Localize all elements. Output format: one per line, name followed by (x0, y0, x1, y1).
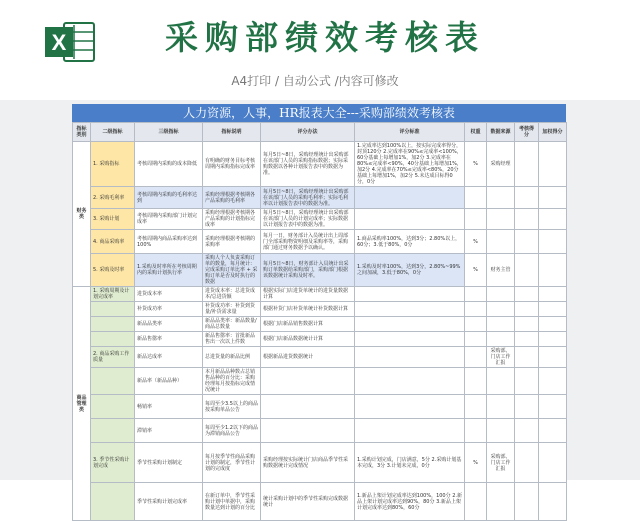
secondary-indicator-cell: 4. 商品采购率 (91, 230, 135, 254)
scoring-standard-cell: 1.完成率达到100%以上，按实际完成率得分，封顶120分 2.完成率在90%≤完成率<100%，60分基础上每增加1%，加2分 3.完成率在80%≤完成率<90%，40分基础上每增加1%，加2分 4.完成率在70%≤完成率<80%，20分基础上每增加1%，加2分 5.未达成目标得0分，0分 (355, 142, 465, 187)
tertiary-indicator-cell: 进货成本率 (135, 287, 203, 302)
table-row (73, 395, 567, 419)
scoring-method-cell: 根据补货门店补货单统计补货数据计算 (261, 302, 355, 317)
indicator-description-cell: 补货成功率：补货到货量/补货需求量 (203, 302, 261, 317)
table-header-row (73, 123, 567, 142)
weighted-score-cell (539, 347, 567, 368)
secondary-indicator-cell (91, 317, 135, 332)
data-source-cell (487, 230, 515, 254)
tertiary-indicator-cell: 考核周期内商品采购率达到100% (135, 230, 203, 254)
weight-cell: % (465, 254, 487, 287)
indicator-description-cell: 本月新品品种数占总销售品种的百分比：采购经理每月按指标完成情况统计 (203, 368, 261, 395)
secondary-indicator-cell: 3. 季节性采购计划完成 (91, 443, 135, 483)
col-header: 数据来源 (487, 123, 515, 142)
scoring-method-cell: 采购经理按实际统计门店商品季节性采购数据统计完成情况 (261, 443, 355, 483)
score-cell (515, 347, 539, 368)
scoring-standard-cell (355, 287, 465, 302)
tertiary-indicator-cell: 新品达成率 (135, 347, 203, 368)
weighted-score-cell (539, 230, 567, 254)
data-source-cell (487, 483, 515, 521)
scoring-standard-cell (355, 347, 465, 368)
weight-cell (465, 419, 487, 443)
scoring-method-cell: 每月5日~8日，财务部计入员统计出采购订单数据给采购部门，采购部门根据该数据统计采购及时率。 (261, 254, 355, 287)
weighted-score-cell (539, 419, 567, 443)
tertiary-indicator-cell: 考核周期内采购的成本降低 (135, 142, 203, 187)
secondary-indicator-cell: 1. 采购周期及计划完成率 (91, 287, 135, 302)
kpi-table (72, 122, 567, 521)
scoring-standard-cell (355, 332, 465, 347)
table-row (73, 209, 567, 230)
indicator-description-cell: 进货成本率：总进货成本/总进货额 (203, 287, 261, 302)
indicator-description-cell: 每周至少3.5以上的商品按采购单品公告 (203, 395, 261, 419)
scoring-method-cell: 每月5日~8日，采购经理统计出采购部在该部门人员的采购指标数据；实际采购数据以各种计划报告表中的数据为准。 (261, 142, 355, 187)
weight-cell (465, 317, 487, 332)
table-row (73, 332, 567, 347)
weighted-score-cell (539, 287, 567, 302)
table-row (73, 317, 567, 332)
table-body (73, 142, 567, 521)
weighted-score-cell (539, 368, 567, 395)
score-cell (515, 332, 539, 347)
data-source-cell (487, 209, 515, 230)
tertiary-indicator-cell: 1.采购及时率所在考核周期内的采购计划执行率 (135, 254, 203, 287)
scoring-standard-cell: 1.新品上架计划完成率达到100%，100分 2.新品上架计划完成率达到90%，80分 3.新品上架计划完成率达到80%，60分 (355, 483, 465, 521)
weight-cell: % (465, 142, 487, 187)
col-header: 指标说明 (203, 123, 261, 142)
tertiary-indicator-cell: 补货成功率 (135, 302, 203, 317)
secondary-indicator-cell (91, 483, 135, 521)
scoring-standard-cell: 1.采购及时率100%，达到3分，2.80%~99%之间加减，3.低于80%，0分 (355, 254, 465, 287)
scoring-method-cell (261, 419, 355, 443)
table-row (73, 287, 567, 302)
data-source-cell (487, 332, 515, 347)
weight-cell (465, 302, 487, 317)
weight-cell (465, 395, 487, 419)
tertiary-indicator-cell: 考核周期内采购部门计划完成率 (135, 209, 203, 230)
col-header: 评分标准 (355, 123, 465, 142)
scoring-method-cell: 每月一日，财务部计入员统计出上周部门全部采购物资明细及采购率等，采购部门通过财务数据予以确认。 (261, 230, 355, 254)
data-source-cell (487, 317, 515, 332)
col-header: 三级指标 (135, 123, 203, 142)
table-row (73, 347, 567, 368)
secondary-indicator-cell (91, 332, 135, 347)
scoring-method-cell (261, 368, 355, 395)
score-cell (515, 254, 539, 287)
weighted-score-cell (539, 483, 567, 521)
table-row (73, 419, 567, 443)
category-cell: 商品管理类 (73, 287, 91, 521)
indicator-description-cell: 采购经理根据考核期的采购率 (203, 230, 261, 254)
data-source-cell (487, 187, 515, 209)
secondary-indicator-cell (91, 302, 135, 317)
score-cell (515, 209, 539, 230)
data-source-cell (487, 287, 515, 302)
scoring-standard-cell (355, 419, 465, 443)
indicator-description-cell: 采购人个人负责采购订单的数量，每月统计：完成采购订单比率 + 采购订单是否及时执行的数据 (203, 254, 261, 287)
score-cell (515, 142, 539, 187)
sheet-banner: 人力资源，人事，HR报表大全---采购部绩效考核表 (72, 104, 566, 122)
data-source-cell (487, 395, 515, 419)
weighted-score-cell (539, 302, 567, 317)
tertiary-indicator-cell: 考核周期内采购的毛利率达到 (135, 187, 203, 209)
tertiary-indicator-cell: 季节性采购计划完成率 (135, 483, 203, 521)
data-source-cell: 采购部、门店工作汇报 (487, 347, 515, 368)
weighted-score-cell (539, 395, 567, 419)
category-cell: 财务类 (73, 142, 91, 287)
weighted-score-cell (539, 443, 567, 483)
data-source-cell (487, 368, 515, 395)
score-cell (515, 317, 539, 332)
weight-cell (465, 187, 487, 209)
scoring-standard-cell (355, 317, 465, 332)
scoring-method-cell: 每月5日~8日，采购经理统计出采购部在该部门人员的采购毛利率；实际毛利率以计划报告表中的数据为准。 (261, 187, 355, 209)
weight-cell (465, 287, 487, 302)
weighted-score-cell (539, 332, 567, 347)
secondary-indicator-cell (91, 419, 135, 443)
data-source-cell: 财务主管 (487, 254, 515, 287)
scoring-standard-cell: 1.商品采购率100%，达到3分；2.80%以上，60分；3.低于80%，0分 (355, 230, 465, 254)
weighted-score-cell (539, 209, 567, 230)
page-title: 采购部绩效考核表 (165, 18, 485, 57)
data-source-cell: 采购部、门店工作汇报 (487, 443, 515, 483)
scoring-method-cell: 统计采购计划中的季节性采购完成数据统计 (261, 483, 355, 521)
indicator-description-cell: 新品品类率：新品数量/商品总数量 (203, 317, 261, 332)
table-row (73, 230, 567, 254)
secondary-indicator-cell: 3. 采购计划 (91, 209, 135, 230)
excel-icon (44, 19, 96, 65)
weight-cell: % (465, 230, 487, 254)
table-row (73, 368, 567, 395)
weighted-score-cell (539, 317, 567, 332)
col-header: 加权得分 (539, 123, 567, 142)
score-cell (515, 395, 539, 419)
table-row (73, 483, 567, 521)
tertiary-indicator-cell: 新品品类率 (135, 317, 203, 332)
scoring-method-cell: 根据新品进货数据统计 (261, 347, 355, 368)
indicator-description-cell: 有明确的财务目标考核周期内采购指标完成率 (203, 142, 261, 187)
scoring-standard-cell: 1.采购计划完成，门店满意，5分 2.采购计划基本完成，3分 3.计划未完成，0分 (355, 443, 465, 483)
table-row (73, 187, 567, 209)
col-header: 权重 (465, 123, 487, 142)
scoring-standard-cell (355, 187, 465, 209)
secondary-indicator-cell: 1. 采购指标 (91, 142, 135, 187)
scoring-standard-cell (355, 209, 465, 230)
tertiary-indicator-cell: 季节性采购计划制定 (135, 443, 203, 483)
scoring-method-cell: 根据门店新品数据统计计算 (261, 332, 355, 347)
secondary-indicator-cell: 2. 商品采购工作质量 (91, 347, 135, 368)
secondary-indicator-cell (91, 395, 135, 419)
secondary-indicator-cell: 2. 采购毛利率 (91, 187, 135, 209)
table-row (73, 302, 567, 317)
col-header: 考核得分 (515, 123, 539, 142)
secondary-indicator-cell (91, 368, 135, 395)
table-row (73, 142, 567, 187)
table-row (73, 443, 567, 483)
secondary-indicator-cell: 5. 采购及时率 (91, 254, 135, 287)
weighted-score-cell (539, 254, 567, 287)
scoring-method-cell: 每月5日~8日，采购经理统计出采购部在该部门人员的计划完成率；实际数据以计划报告表中的数据为准。 (261, 209, 355, 230)
weight-cell (465, 347, 487, 368)
scoring-standard-cell (355, 368, 465, 395)
weight-cell: % (465, 443, 487, 483)
tertiary-indicator-cell: 新品率（新品品种） (135, 368, 203, 395)
score-cell (515, 230, 539, 254)
score-cell (515, 287, 539, 302)
indicator-description-cell: 在新订单中，季节性采购计划中单据中，采购数量达到计划的百分比 (203, 483, 261, 521)
scoring-method-cell: 根据实际门店进货单统计的进货量数据计算 (261, 287, 355, 302)
data-source-cell: 采购经理 (487, 142, 515, 187)
col-header: 评分办法 (261, 123, 355, 142)
indicator-description-cell: 每周至少1.2以下的商品为滞销商品公告 (203, 419, 261, 443)
score-cell (515, 187, 539, 209)
scoring-method-cell: 根据门店新品销售数据计算 (261, 317, 355, 332)
score-cell (515, 483, 539, 521)
spreadsheet-preview (72, 104, 566, 511)
data-source-cell (487, 302, 515, 317)
indicator-description-cell: 总进货量的新品比例 (203, 347, 261, 368)
header-banner (0, 0, 640, 100)
indicator-description-cell: 采购经理根据考核期各产品采购的毛利率 (203, 187, 261, 209)
indicator-description-cell: 采购经理根据考核期各产品采购的计划指标完成率 (203, 209, 261, 230)
tertiary-indicator-cell: 滞销率 (135, 419, 203, 443)
score-cell (515, 302, 539, 317)
weighted-score-cell (539, 187, 567, 209)
tertiary-indicator-cell: 新品售罄率 (135, 332, 203, 347)
page-subtitle: A4打印 / 自动公式 /内容可修改 (231, 74, 399, 88)
weight-cell (465, 332, 487, 347)
tertiary-indicator-cell: 畅销率 (135, 395, 203, 419)
col-header: 指标类别 (73, 123, 91, 142)
weight-cell (465, 209, 487, 230)
col-header: 二级指标 (91, 123, 135, 142)
score-cell (515, 443, 539, 483)
indicator-description-cell: 每月按季节性商品采购计划的制定，季节性计划的完成度 (203, 443, 261, 483)
weight-cell (465, 368, 487, 395)
scoring-method-cell (261, 395, 355, 419)
indicator-description-cell: 新品售罄率：首批新品售出一次以上件数 (203, 332, 261, 347)
data-source-cell (487, 419, 515, 443)
score-cell (515, 368, 539, 395)
scoring-standard-cell (355, 395, 465, 419)
score-cell (515, 419, 539, 443)
scoring-standard-cell (355, 302, 465, 317)
table-row (73, 254, 567, 287)
weight-cell (465, 483, 487, 521)
weighted-score-cell (539, 142, 567, 187)
svg-text:X: X (51, 30, 67, 55)
